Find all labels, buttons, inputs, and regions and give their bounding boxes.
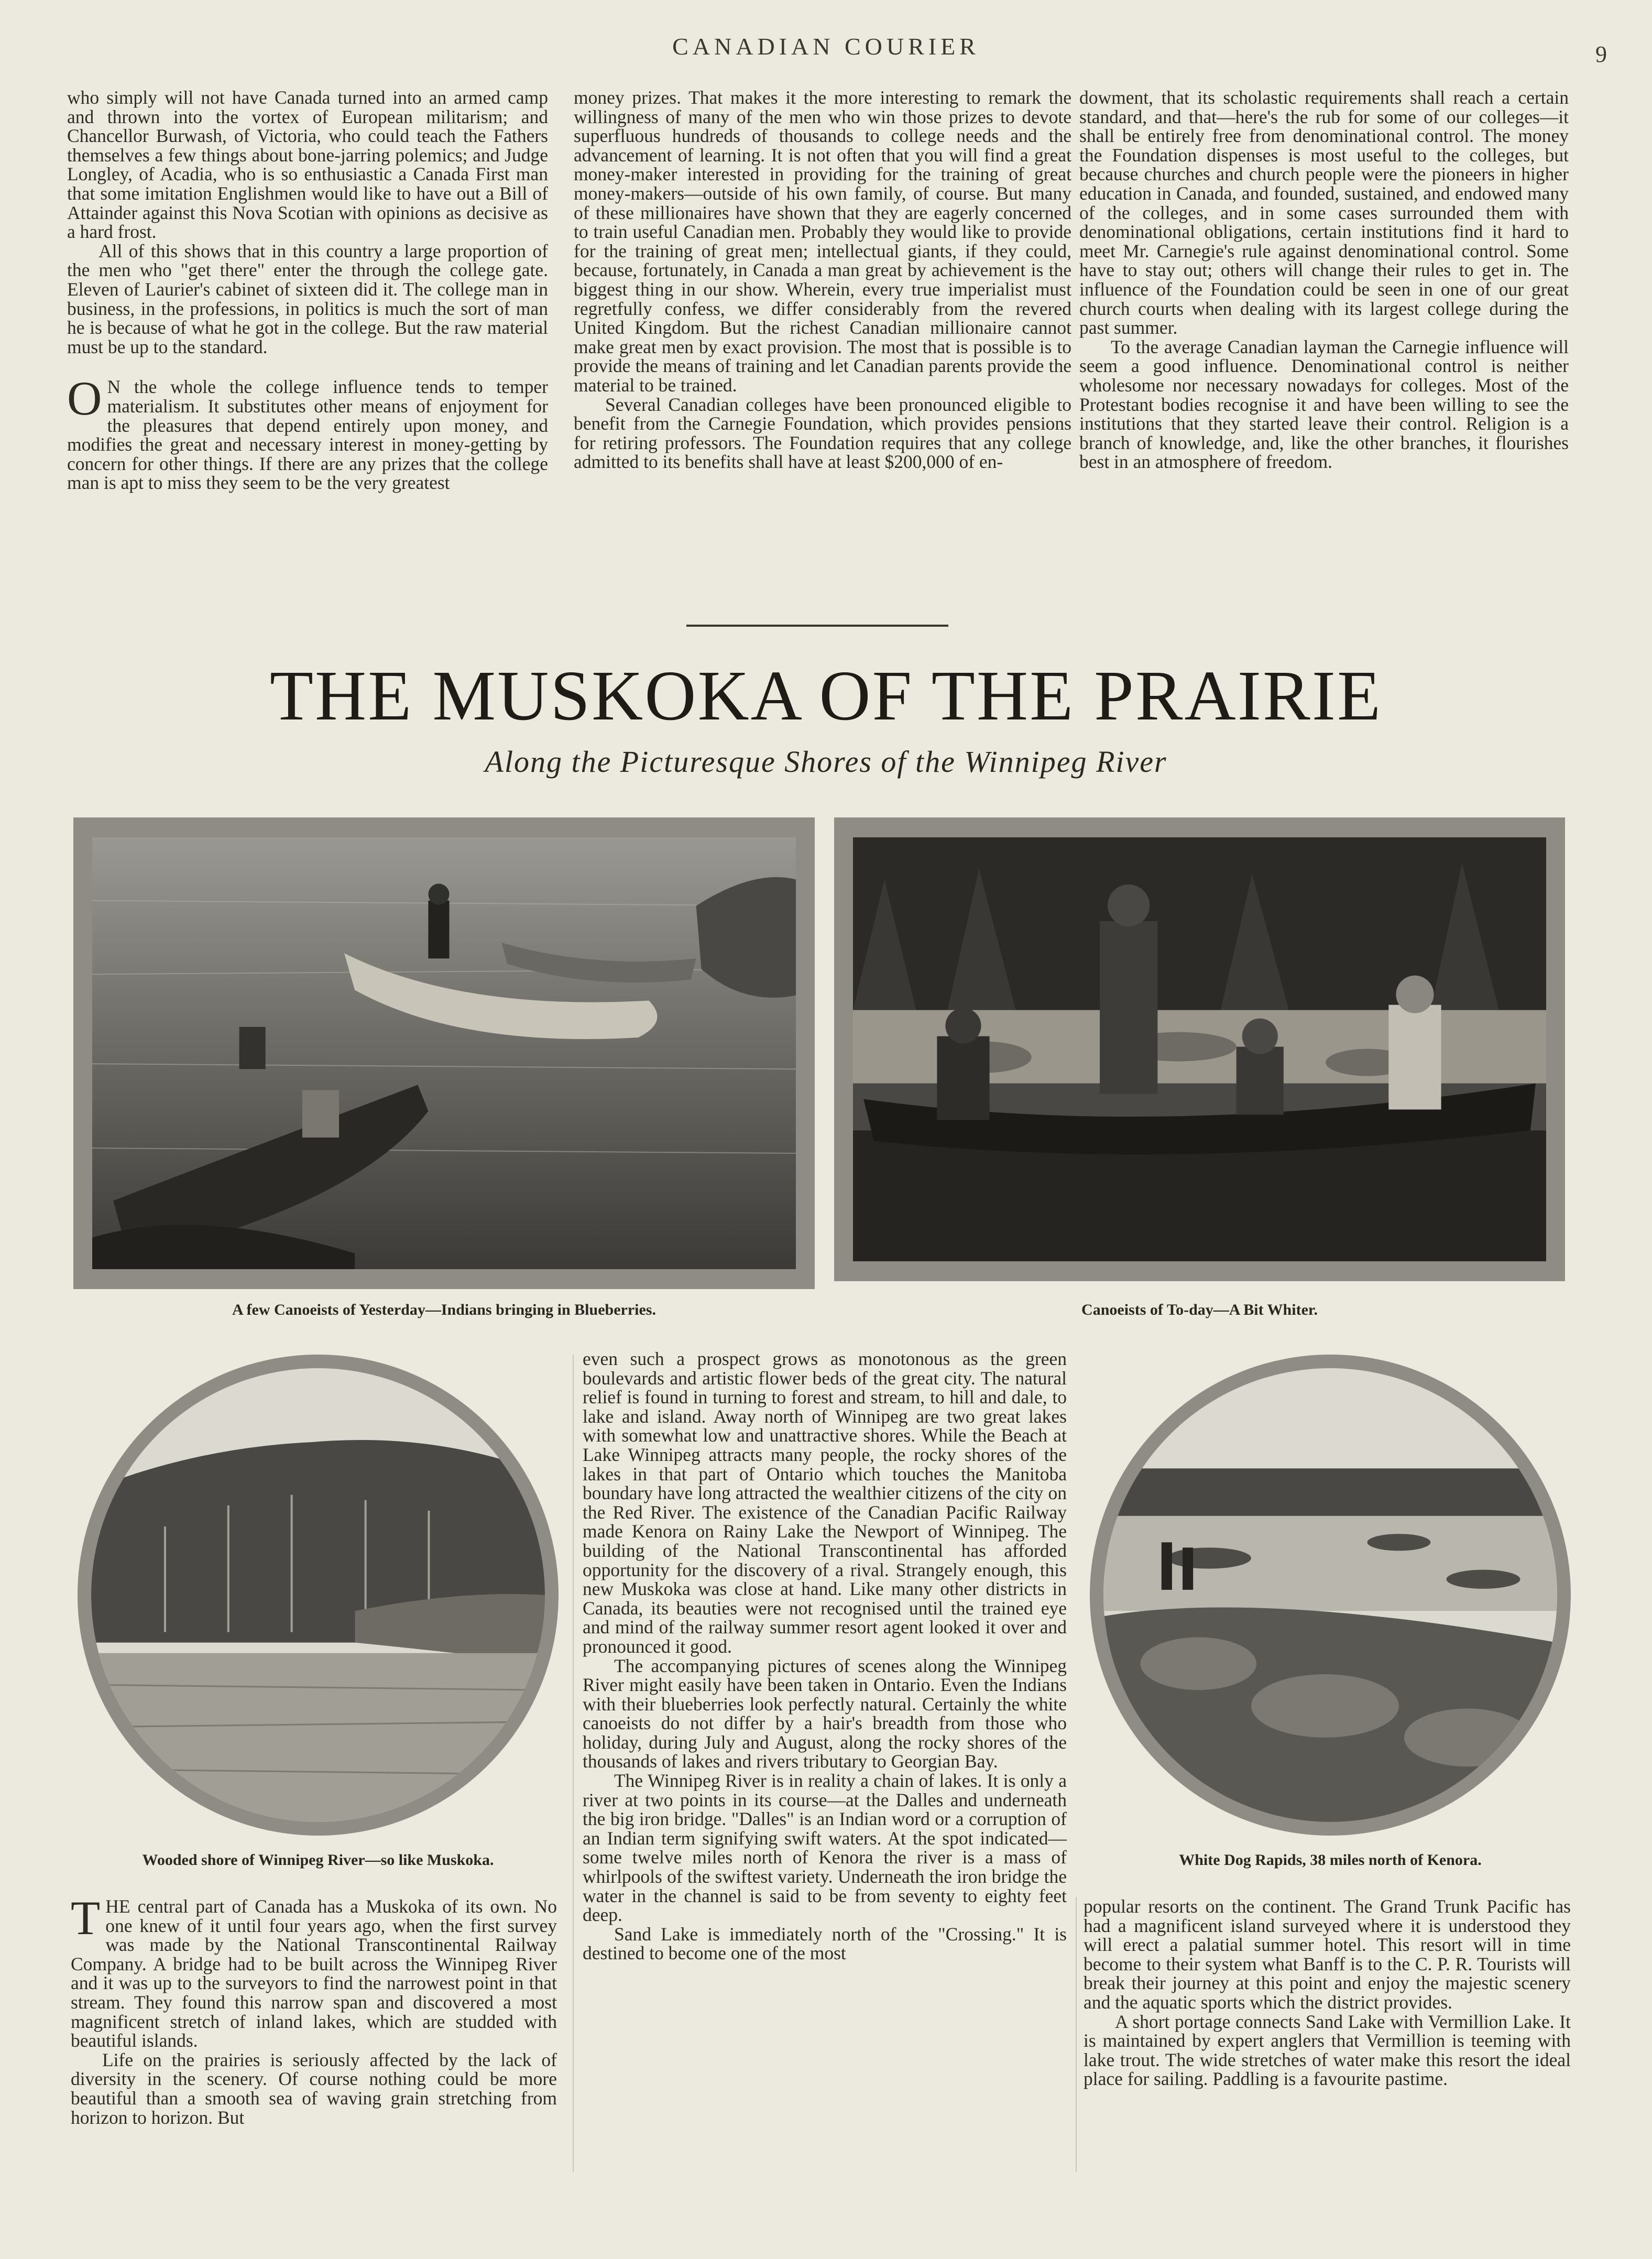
wooded-shore-illustration [91,1368,545,1822]
paragraph: Life on the prairies is seriously affected by the lack of diversity in the scenery. Of course nothing could be more beautiful than a smooth sea of waving grain stretching from horizon to horizon. But [71,2049,557,2128]
paragraph: All of this shows that in this country a large proportion of the men who "get there" enter the through the college gate. Eleven of Laurier's cabinet of sixteen did it. The college man in business, in the professions, in politics is much the sort of man he is because of what he got in the college. But the raw material must be up to the standard. [67,240,548,357]
photo-indians-canoes [73,817,815,1289]
rapids-illustration [1103,1368,1557,1822]
paragraph: who simply will not have Canada turned into an armed camp and thrown into the vortex of European militarism; and Chancellor Burwash, of Victoria, who could teach the Fathers themselves a few things about bone-jarring polemics; and Judge Longley, of Acadia, who is so enthusiastic a Canada First man that some imitation Englishmen would like to have out a Bill of Attainder against this Nova Scotian with opinions as decisive as a hard frost. [67,87,548,243]
paragraph: Several Canadian colleges have been pronounced eligible to benefit from the Carnegie Foundation, which provides pensions for retiring professors. The Foundation requires that any college admitted to its benefits shall have at least $200,000 of en- [574,394,1071,473]
top-column-3 [1079,88,1569,472]
photo-wooded-shore [78,1355,559,1836]
paragraph-text: HE central part of Canada has a Muskoka of its own. No one knew of it until four years ago, when the first survey was made by the National Transcontinental Railway Company. A bridge had to be built across the Winnipeg River and it was up to the surveyors to find the narrowest point in that stream. They found this narrow span and discovered a most magnificent stretch of inland lakes, which are studded with beautiful islands. [71,1896,557,2051]
article-column-3 [1084,1897,1571,2089]
paragraph: money prizes. That makes it the more interesting to remark the willingness of many of the men who win those prizes to devote superfluous hundreds of thousands to college needs and the advancement of learning. It is not often that you will find a great money-maker interested in providing for the training of great money-makers—outside of his own family, of course. But many of these millionaires have shown that they are eagerly concerned to train useful Canadian men. Probably they would like to provide for the training of great men; intellectual giants, if they could, because, fortunately, in Canada a man great by achievement is the biggest thing in our show. Wherein, every true imperialist must regretfully confess, we differ considerably from the revered United Kingdom. But the richest Canadian millionaire cannot make great men by exact provision. The most that is possible is to provide the means of training and let Canadian parents provide the material to be trained. [574,87,1071,396]
caption-photo-2: Canoeists of To-day—A Bit Whiter. [1081,1301,1318,1318]
page-number: 9 [1595,41,1607,67]
paragraph: A short portage connects Sand Lake with Vermillion Lake. It is maintained by expert anglers that Vermillion is teeming with lake trout. The wide stretches of water make this resort the ideal place for sailing. Paddling is a favourite pastime. [1084,2011,1571,2090]
article-headline: THE MUSKOKA OF THE PRAIRIE [269,657,1383,735]
canoe-party-illustration [853,837,1546,1261]
article-subheadline: Along the Picturesque Shores of the Winnipeg River [485,745,1167,779]
paragraph: The Winnipeg River is in reality a chain of lakes. It is only a river at two points in its course—at the Dalles and underneath the big iron bridge. "Dalles" is an Indian word or a corruption of an Indian term signifying swift waters. At the spot indicated—some twelve miles north of Kenora the river is a mass of whirlpools of the swiftest variety. Underneath the iron bridge the water in the channel is said to be from seventy to eighty feet deep. [583,1770,1067,1926]
drop-cap: O [67,372,102,425]
paragraph: To the average Canadian layman the Carnegie influence will seem a good influence. Denominational control is neither wholesome nor necessary nowadays for colleges. Most of the Protestant bodies recognise it and have been willing to see the institutions that they started leave their control. Religion is a branch of knowledge, and, like the other branches, it flourishes best in an atmosphere of freedom. [1079,336,1569,473]
caption-photo-1: A few Canoeists of Yesterday—Indians bringing in Blueberries. [232,1301,656,1318]
paragraph: popular resorts on the continent. The Grand Trunk Pacific has had a magnificent island surveyed where it is understood they will erect a palatial summer hotel. This resort will in time become to their system what Banff is to the C. P. R. Tourists will break their journey at this point and enjoy the majestic scenery and the aquatic sports which the district provides. [1084,1896,1571,2013]
paragraph: dowment, that its scholastic requirements shall reach a certain standard, and that—here's the rub for some of our colleges—it shall be entirely free from denominational control. The money the Foundation dispenses is most useful to the colleges, but because churches and church people were the pioneers in higher education in Canada, and founded, sustained, and endowed many of the colleges, and in some cases surrounded them with denominational obligations, certain institutions find it hard to meet Mr. Carnegie's rule against denominational control. Some have to stay out; others will change their rules to get in. The influence of the Foundation could be seen in one of our great church courts when dealing with its largest college during the past summer. [1079,87,1569,339]
section-divider [686,625,948,627]
paragraph: Sand Lake is immediately north of the "Crossing." It is destined to become one of the most [583,1923,1067,1964]
column-rule [1076,1897,1077,2172]
paragraph: The accompanying pictures of scenes along the Winnipeg River might easily have been taken in Ontario. Even the Indians with their blueberries look perfectly natural. Certainly the white canoeists do not differ by a hair's breadth from those who holiday, during July and August, along the rocky shores of the thousands of lakes and rivers tributary to Georgian Bay. [583,1655,1067,1772]
paragraph-text: N the whole the college influence tends to temper materialism. It substitutes other means of enjoyment for the pleasures that depend entirely upon money, and modifies the great and necessary interest in money-getting by concern for other things. If there are any prizes that the college man is apt to miss they seem to be the very greatest [67,376,548,494]
paragraph [67,372,548,494]
caption-photo-4: White Dog Rapids, 38 miles north of Kenora. [1179,1851,1482,1869]
article-column-1 [71,1891,557,2128]
drop-cap: T [71,1891,101,1945]
column-rule [573,1355,574,2172]
paragraph: even such a prospect grows as monotonous as the green boulevards and artistic flower beds of the great city. The natural relief is found in turning to forest and stream, to hill and dale, to lake and island. Away north of Winnipeg are two great lakes with somewhat low and unattractive shores. While the Beach at Lake Winnipeg attracts many people, the rocky shores of the lakes in that part of Ontario which touches the Manitoba boundary have long attracted the wealthier citizens of the city on the Red River. The existence of the Canadian Pacific Railway made Kenora on Rainy Lake the Newport of Winnipeg. The building of the National Transcontinental has afforded opportunity for the discovery of a rival. Strangely enough, this new Muskoka was close at hand. Like many other districts in Canada, its beauties were not recognised until the trained eye and mind of the railway summer resort agent looked it over and pronounced it good. [583,1348,1067,1657]
top-column-1 [67,88,548,493]
canoes-illustration [92,837,796,1269]
running-header: CANADIAN COURIER [672,33,980,60]
photo-white-dog-rapids [1090,1355,1571,1836]
top-column-2 [574,88,1071,472]
paragraph [71,1891,557,2051]
article-column-2 [583,1349,1067,1963]
caption-photo-3: Wooded shore of Winnipeg River—so like Muskoka. [142,1851,494,1869]
photo-modern-canoeists [834,817,1565,1281]
